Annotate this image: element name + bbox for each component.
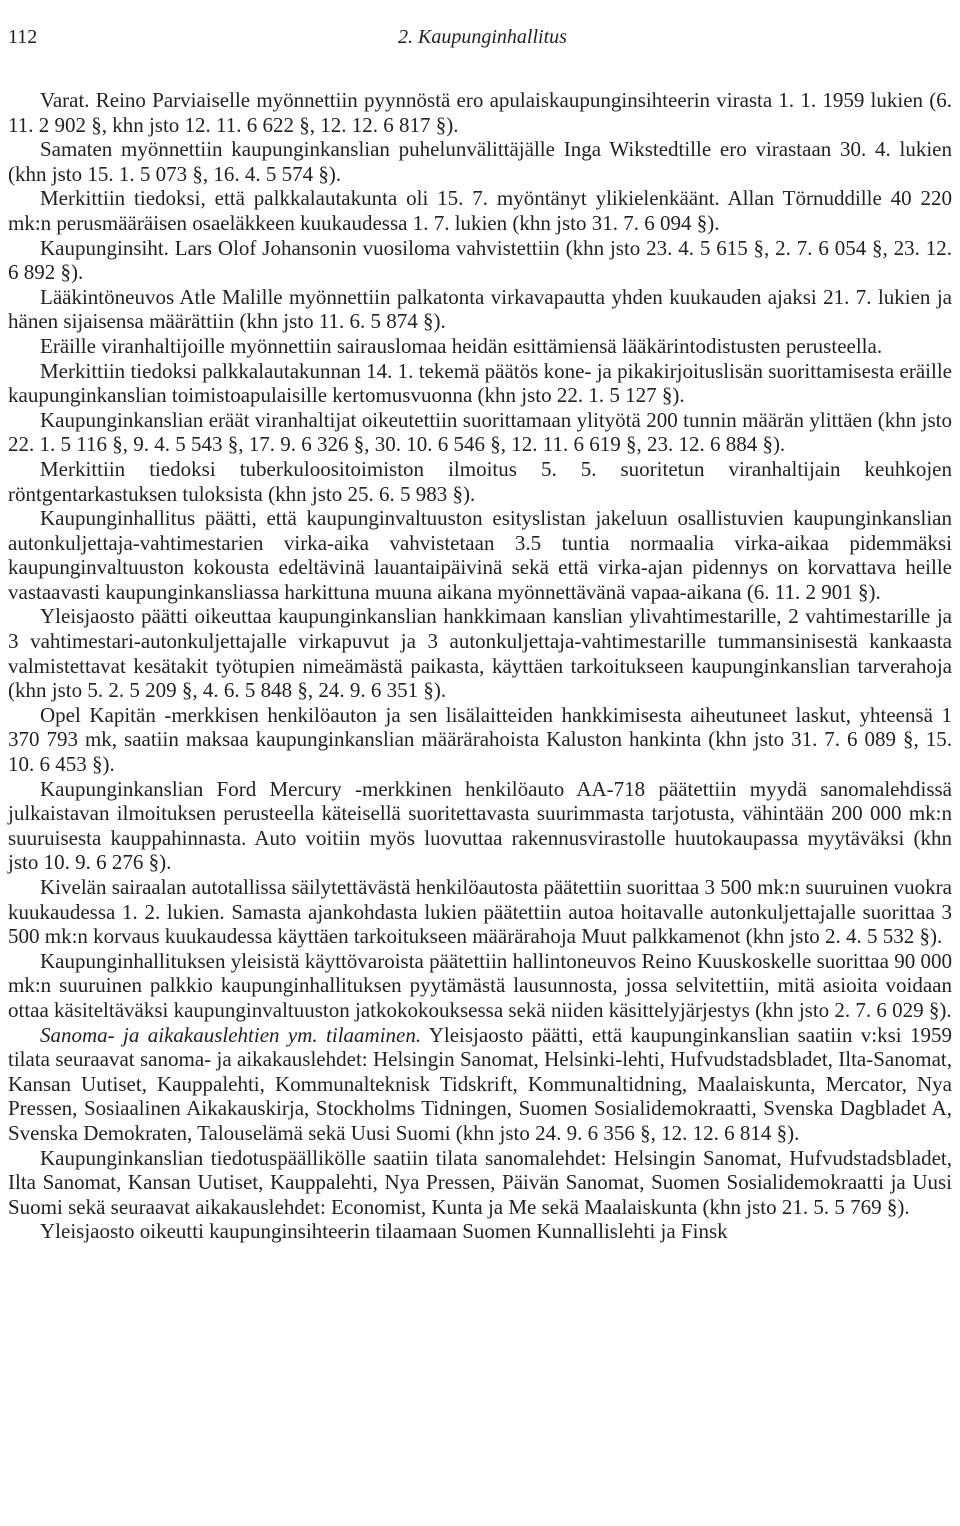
paragraph: Yleisjaosto oikeutti kaupunginsihteerin tilaamaan Suomen Kunnallislehti ja Finsk (40, 1219, 728, 1244)
paragraph: Opel Kapitän -merkkisen henkilöauton ja sen lisälaitteiden hankkimisesta aiheutuneet laskut, yhteensä 1 370 793 mk, saatiin maksaa kaupunginkanslian määrärahoista Kaluston hankinta (khn jsto 31. 7. 6 089 §, 15. 10. 6 453 §). (8, 702, 952, 777)
paragraph: Kaupunginkanslian eräät viranhaltijat oikeutettiin suorittamaan ylityötä 200 tunnin määrän ylittäen (khn jsto 22. 1. 5 116 §, 9. 4. 5 543 §, 17. 9. 6 326 §, 30. 10. 6 546 §, 12. 11. 6 619 §, 23. 12. 6 884 §). (8, 407, 952, 457)
paragraph: Kaupunginhallitus päätti, että kaupunginvaltuuston esityslistan jakeluun osallistuvien kaupunginkanslian autonkuljettaja-vahtimestarien virka-aika vahvistetaan 3.5 tuntia normaalia virka-aikaa pidemmäksi kaupunginvaltuuston kokousta edeltävinä lauantaipäivinä sekä että virka-ajan pidennys on korvattava heille vastaavasti kaupunginkansliassa harkittuna muuna aikana myönnettävänä vapaa-aikana (6. 11. 2 901 §). (8, 506, 952, 604)
paragraph: Merkittiin tiedoksi tuberkuloositoimiston ilmoitus 5. 5. suoritetun viranhaltijain keuhkojen röntgentarkastuksen tuloksista (khn jsto 25. 6. 5 983 §). (8, 456, 952, 506)
running-title: 2. Kaupunginhallitus (398, 26, 567, 48)
page-number: 112 (8, 26, 38, 48)
paragraph: Eräille viranhaltijoille myönnettiin sairauslomaa heidän esittämiensä lääkärintodistusten perusteella. (40, 333, 883, 358)
paragraph-lead: Sanoma- ja aikakauslehtien ym. tilaaminen. (40, 1022, 422, 1047)
paragraph: Yleisjaosto päätti oikeuttaa kaupunginkanslian hankkimaan kanslian ylivahtimestarille, 2 vahtimestarille ja 3 vahtimestari-autonkuljettajalle virkapuvut ja 3 autonkuljettaja-vahtimestarille tummansinisestä kankaasta valmistettavat kesätakit työtupien nimeämästä paikasta, käyttäen tarkoitukseen kaupunginkanslian tarverahoja (khn jsto 5. 2. 5 209 §, 4. 6. 5 848 §, 24. 9. 6 351 §). (8, 604, 952, 703)
page-header (8, 26, 952, 66)
paragraph: Lääkintöneuvos Atle Malille myönnettiin palkatonta virkavapautta yhden kuukauden ajaksi 21. 7. lukien ja hänen sijaisensa määrättiin (khn jsto 11. 6. 5 874 §). (8, 284, 952, 334)
paragraph: Kaupunginsiht. Lars Olof Johansonin vuosiloma vahvistettiin (khn jsto 23. 4. 5 615 §, 2. 7. 6 054 §, 23. 12. 6 892 §). (8, 235, 952, 285)
body-text (8, 88, 952, 1244)
paragraph: Kaupunginkanslian tiedotuspäällikölle saatiin tilata sanomalehdet: Helsingin Sanomat, Hufvudstadsbladet, Ilta Sanomat, Kansan Uutiset, Kauppalehti, Nya Pressen, Päivän Sanomat, Suomen Sosialidemokraatti ja Uusi Suomi sekä seuraavat aikakauslehdet: Economist, Kunta ja Me sekä Maalaiskunta (khn jsto 21. 5. 5 769 §). (8, 1145, 952, 1219)
paragraph: Kaupunginkanslian Ford Mercury -merkkinen henkilöauto AA-718 päätettiin myydä sanomalehdissä julkaistavan ilmoituksen perusteella käteisellä suoritettavasta suurimmasta tarjotusta, vähintään 200 000 mk:n suuruisesta kauppahinnasta. Auto voitiin myös luovuttaa rakennusvirastolle huutokaupassa myytäväksi (khn jsto 10. 9. 6 276 §). (8, 776, 952, 875)
paragraph-lead-text: Yleisjaosto päätti, että kaupunginkanslian saatiin v:ksi 1959 tilata seuraavat sanoma- ja aikakauslehdet: Helsingin Sanomat, Helsinki-lehti, Hufvudstadsbladet, Ilta-Sanomat, Kansan Uutiset, Kauppalehti, Kommunalteknisk Tidskrift, Kommunaltidning, Maalaiskunta, Mercator, Nya Pressen, Sosiaalinen Aikakauskirja, Stockholms Tidningen, Suomen Sosialidemokraatti, Svenska Dagbladet A, Svenska Demokraten, Talouselämä sekä Uusi Suomi (khn jsto 24. 9. 6 356 §, 12. 12. 6 814 §). (8, 1022, 952, 1145)
paragraph: Kivelän sairaalan autotallissa säilytettävästä henkilöautosta päätettiin suorittaa 3 500 mk:n suuruinen vuokra kuukaudessa 1. 2. lukien. Samasta ajankohdasta lukien päätettiin autoa hoitavalle autonkuljettajalle suorittaa 3 500 mk:n korvaus kuukaudessa käyttäen tarkoitukseen määrärahoja Muut palkkamenot (khn jsto 2. 4. 5 532 §). (8, 875, 952, 949)
lead-paragraph (8, 1023, 952, 1146)
paragraph: Merkittiin tiedoksi palkkalautakunnan 14. 1. tekemä päätös kone- ja pikakirjoituslisän suorittamisesta eräille kaupunginkanslian toimistoapulaisille kertomusvuonna (khn jsto 22. 1. 5 127 §). (8, 358, 952, 408)
paragraph: Varat. Reino Parviaiselle myönnettiin pyynnöstä ero apulaiskaupunginsihteerin virasta 1. 1. 1959 lukien (6. 11. 2 902 §, khn jsto 12. 11. 6 622 §, 12. 12. 6 817 §). (8, 88, 952, 137)
paragraph: Merkittiin tiedoksi, että palkkalautakunta oli 15. 7. myöntänyt ylikielenkäänt. Allan Törnuddille 40 220 mk:n perusmääräisen osaeläkkeen kuukaudessa 1. 7. lukien (khn jsto 31. 7. 6 094 §). (8, 186, 952, 235)
paragraph: Kaupunginhallituksen yleisistä käyttövaroista päätettiin hallintoneuvos Reino Kuuskoskelle suorittaa 90 000 mk:n suuruinen palkkio kaupunginhallituksen pyytämästä lausunnosta, jossa selvitettiin, mitä asioita voidaan ottaa käsiteltäväksi kaupunginvaltuuston jatkokokouksessa sekä niiden käsittelyjärjestys (khn jsto 2. 7. 6 029 §). (8, 948, 952, 1022)
paragraph: Samaten myönnettiin kaupunginkanslian puhelunvälittäjälle Inga Wikstedtille ero virastaan 30. 4. lukien (khn jsto 15. 1. 5 073 §, 16. 4. 5 574 §). (8, 137, 952, 186)
